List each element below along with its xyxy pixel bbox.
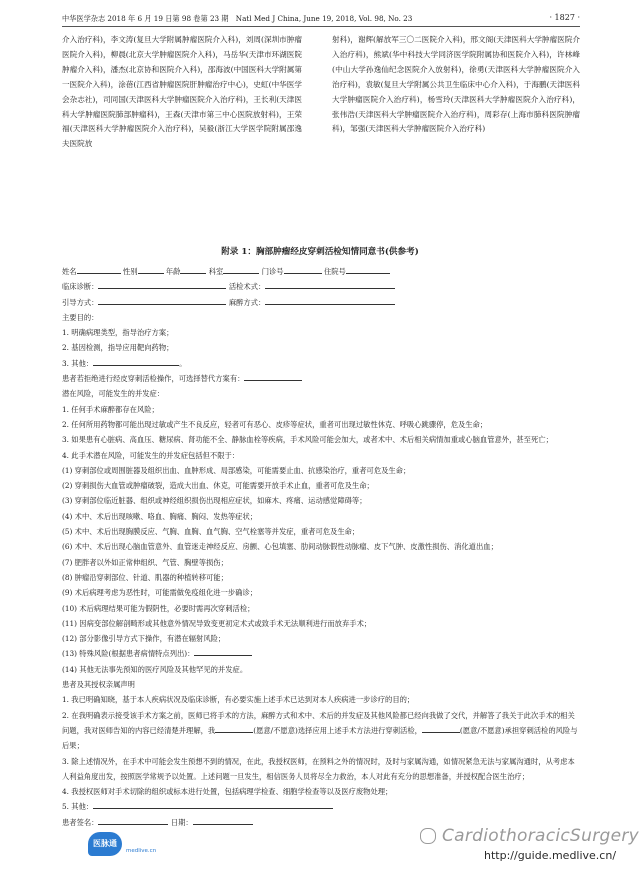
blank-anesthesia[interactable]	[265, 295, 395, 305]
risk-4: 4. 此手术潜在风险，可能发生的并发症包括但不限于：	[62, 450, 240, 460]
alternative-row	[62, 371, 580, 386]
logo-subtext: medlive.cn	[126, 848, 157, 854]
complication-8: (8) 肿瘤沿穿刺部位、针道、肌器的种植转移可能；	[62, 572, 228, 582]
blank-willing-1[interactable]	[215, 723, 253, 733]
complication-3: (3) 穿刺部位临近脏器、组织或神经组织损伤出现相应症状，如麻木、疼痛、运动感觉障碍等；	[62, 496, 367, 506]
label-name: 姓名	[62, 267, 77, 276]
alternative-label: 患者若拒绝进行经皮穿刺活检操作，可选择替代方案有：	[62, 374, 245, 384]
label-anesthesia: 麻醉方式：	[228, 297, 266, 307]
journal-citation: 中华医学杂志 2018 年 6 月 19 日第 98 卷第 23 期 Natl Med J China, June 19, 2018, Vol. 98, No. 23	[62, 14, 413, 23]
risk-2: 2. 任何所用药物都可能出现过敏或产生不良反应，轻者可有恶心、皮疹等症状，重者可出现过敏性休克、呼吸心跳骤停，危及生命；	[62, 419, 488, 429]
blank-willing-2[interactable]	[422, 723, 460, 733]
complication-13-label: (13) 特殊风险(根据患者病情特点列出)：	[62, 649, 195, 659]
label-diagnosis: 临床诊断：	[62, 282, 99, 292]
page-number: · 1827 ·	[549, 13, 580, 22]
label-method: 活检术式：	[228, 282, 266, 292]
purpose-1: 1. 明确病理类型，指导治疗方案；	[62, 328, 174, 338]
statement-2-end: (愿意/不愿意)承担穿刺活检的风险与后果；	[62, 725, 578, 751]
statement-2	[62, 708, 580, 754]
purpose-3	[62, 356, 580, 371]
consent-form	[62, 264, 580, 830]
complication-4: (4) 术中、术后出现咳嗽、咯血、胸痛、胸闷、发热等症状；	[62, 511, 258, 521]
label-age: 年龄	[165, 267, 181, 276]
statement-4: 4. 我授权医师对手术切除的组织或标本进行处置，包括病理学检查、细胞学检查等以及医疗废物处理；	[62, 787, 393, 797]
purpose-title: 主要目的：	[62, 312, 99, 322]
statement-5-label: 5. 其他：	[62, 802, 94, 812]
complication-12: (12) 部分影像引导方式下操作，有潜在辐射风险；	[62, 634, 226, 644]
logo-mark: 医脉通	[88, 832, 122, 856]
complication-10: (10) 术后病理结果可能为假阴性，必要时需再次穿刺活检；	[62, 603, 255, 613]
watermark-wechat	[420, 826, 639, 846]
statement-5	[62, 799, 580, 814]
running-header	[62, 12, 580, 27]
statement-3: 3. 除上述情况外，在手术中可能会发生预想不到的情况，在此，我授权医师，在预料之外的情况时，及时与家属沟通，如情况紧急无法与家属沟通时，从考虑本人利益角度出发，按照医学常规予以处置。上述问题一旦发生，相信医务人员将尽全力救治，本人对此有充分的思想准备，并授权配合医生治疗；	[62, 756, 575, 781]
blank-dept[interactable]	[223, 264, 259, 274]
blank-sex[interactable]	[138, 264, 164, 274]
complication-7: (7) 肥胖者以外如正常伸组织、气管、胸壁等损伤；	[62, 557, 228, 567]
blank-inpatient[interactable]	[346, 264, 390, 274]
blank-purpose-other[interactable]	[93, 356, 179, 366]
blank-signature[interactable]	[98, 815, 168, 825]
appendix-title: 附录 1：胸部肿瘤经皮穿刺活检知情同意书(供参考)	[221, 247, 419, 257]
author-list-left: 介入治疗科)，李文涛(复旦大学附属肿瘤医院介入科)，刘周(深圳市肿瘤医院介入科)，柳晨(北京大学肿瘤医院介入科)，马岳华(天津市环湖医院肿瘤介入科)，潘杰(北京协和医院介入科)，邵海波(中国医科大学附属第一医院介入科)，涂蓓(江西省肿瘤医院肝肿瘤治疗中心)，史虹(中华医学会杂志社)，司同国(天津医科大学肿瘤医院介入治疗科)，王长利(天津医科大学肿瘤医院肺部肿瘤科)，王森(天津市第三中心医院放射科)，王荣福(天津医科大学肿瘤医院介入治疗科)，吴毅(浙江大学医学院附属邵逸夫医院放	[62, 35, 302, 149]
complication-2: (2) 穿刺损伤大血管或肿瘤破裂，造成大出血、休克，可能需要开放手术止血，重者可危及生命；	[62, 481, 374, 491]
label-dept: 科室	[208, 267, 224, 276]
risk-1: 1. 任何手术麻醉都存在风险；	[62, 404, 159, 414]
blank-other[interactable]	[93, 799, 333, 809]
guide-row	[62, 295, 580, 310]
label-clinic: 门诊号	[261, 267, 284, 276]
blank-special-risk[interactable]	[194, 646, 252, 656]
complication-9: (9) 术后病理考虑为恶性时，可能需做免疫组化进一步确诊；	[62, 588, 258, 598]
blank-age[interactable]	[180, 264, 206, 274]
purpose-3-end: 。	[179, 358, 187, 368]
blank-diagnosis[interactable]	[98, 279, 226, 289]
risk-title: 潜在风险，可能发生的并发症：	[62, 389, 165, 399]
blank-clinic[interactable]	[284, 264, 322, 274]
blank-name[interactable]	[77, 264, 121, 274]
complication-11: (11) 因病变部位解剖畸形或其他意外情况导致变更初定术式或致手术无法顺利进行而放弃手术；	[62, 618, 372, 628]
statement-2-mid: (愿意/不愿意)选择应用上述手术方法进行穿刺活检，	[253, 725, 422, 735]
blank-method[interactable]	[265, 279, 395, 289]
complication-6: (6) 术中、术后出现心脑血管意外、血管迷走神经反应、房颤、心包填塞、肋间动脉假性动脉瘤、皮下气肿、皮激性损伤、消化道出血；	[62, 542, 498, 552]
statement-title: 患者及其授权亲属声明	[62, 680, 135, 690]
patient-info-row	[62, 264, 580, 279]
watermark-url: http://guide.medlive.cn/	[484, 849, 617, 862]
statement-2-text: 2. 在我明确表示接受该手术方案之前，医师已将手术的方法，麻醉方式和术中、术后的并发症及其他风险都已经向我做了交代，并解答了我关于此次手术的相关问题，我对医师告知的内容已经清楚并理解，我	[62, 710, 575, 735]
label-guide: 引导方式：	[62, 297, 99, 307]
label-sex: 性别	[122, 267, 138, 276]
watermark-text: CardiothoracicSurgery	[442, 826, 640, 846]
purpose-3-label: 3. 其他：	[62, 358, 94, 368]
complication-13	[62, 646, 580, 661]
blank-alternative[interactable]	[244, 371, 302, 381]
wechat-icon	[420, 828, 436, 844]
statement-1: 1. 我已明确知晓，基于本人疾病状况及临床诊断，有必要实施上述手术已达到对本人疾病进一步诊疗的目的；	[62, 695, 415, 705]
complication-14: (14) 其他无法事先预知的医疗风险及其他罕见的并发症。	[62, 664, 248, 674]
label-signature: 患者签名：	[62, 817, 99, 827]
blank-guide[interactable]	[98, 295, 226, 305]
purpose-2: 2. 基因检测，指导应用靶向药物；	[62, 343, 174, 353]
label-inpatient: 住院号	[323, 267, 346, 276]
diagnosis-row	[62, 279, 580, 294]
author-list-right: 射科)，谢辉(解放军三〇二医院介入科)，邢文阁(天津医科大学肿瘤医院介入治疗科)，熊斌(华中科技大学同济医学院附属协和医院介入科)，许林峰(中山大学孙逸仙纪念医院介入放射科)，徐勇(天津医科大学肿瘤医院介入治疗科)，袁敏(复旦大学附属公共卫生临床中心介入科)，于海鹏(天津医科大学肿瘤医院介入治疗科)，杨雪玲(天津医科大学肿瘤医院介入治疗科)，张伟浩(天津医科大学肿瘤医院介入治疗科)，周彩存(上海市肺科医院肿瘤科)，邹强(天津医科大学肿瘤医院介入治疗科)	[332, 35, 580, 134]
complication-5: (5) 术中、术后出现胸膜反应、气胸、血胸、血气胸、空气栓塞等并发症，重者可危及生命；	[62, 527, 360, 537]
label-date: 日期：	[170, 817, 193, 827]
blank-date[interactable]	[193, 815, 253, 825]
complication-1: (1) 穿刺部位或周围脏器及组织出血、血肿形成、局部感染，可能需要止血、抗感染治疗，重者可危及生命；	[62, 465, 411, 475]
risk-3: 3. 如果患有心脏病、高血压、糖尿病、肾功能不全、静脉血栓等疾病，手术风险可能会加大，或者术中、术后相关病情加重或心脑血管意外，甚至死亡；	[62, 435, 553, 445]
medlive-logo	[88, 832, 178, 858]
